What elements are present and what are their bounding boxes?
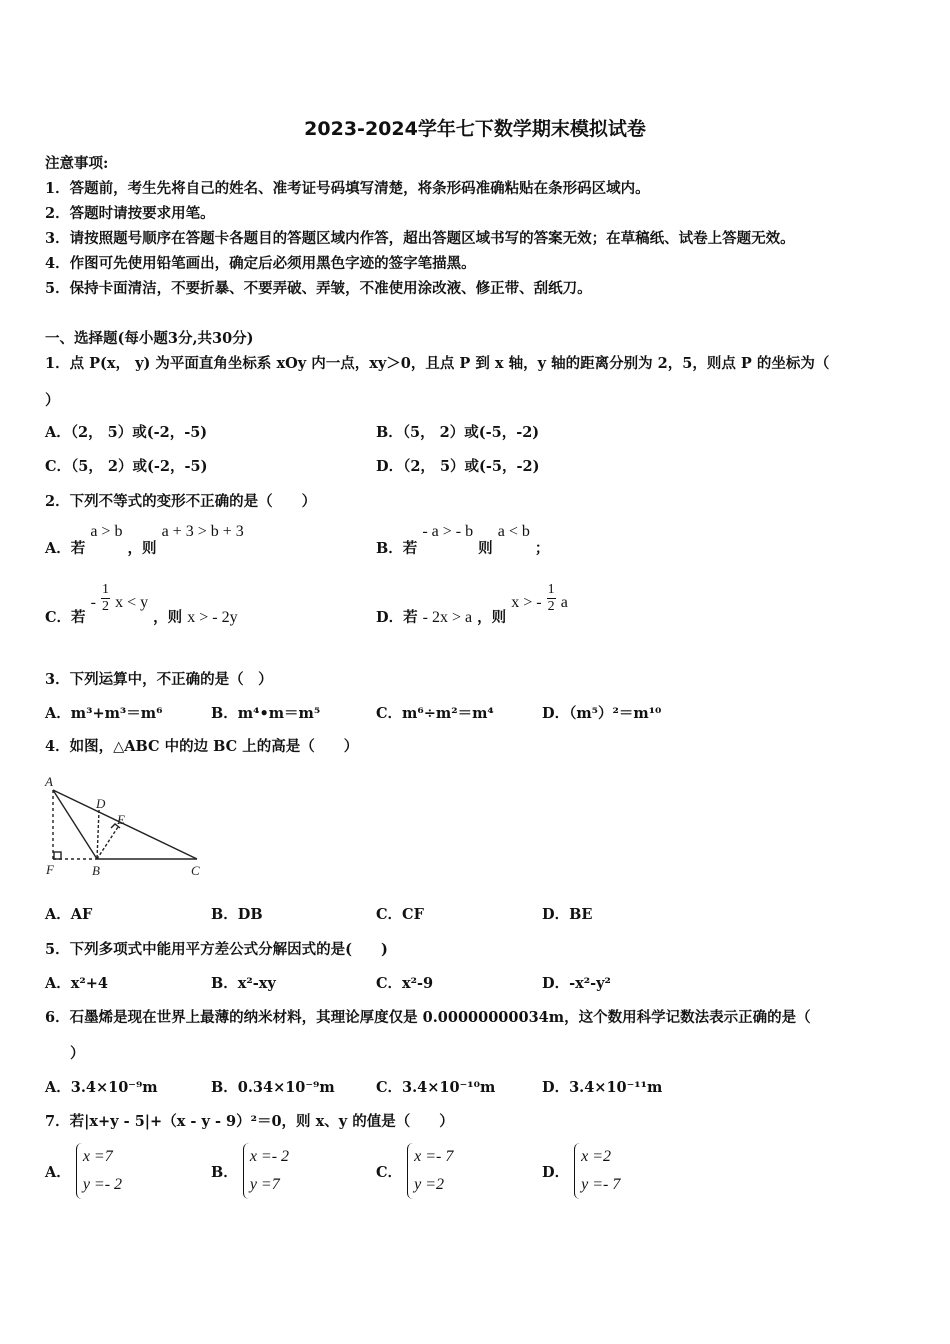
option-b: B．（5， 2）或(-5，-2): [376, 424, 540, 441]
question-2-stem: 2．下列不等式的变形不正确的是（ ）: [45, 493, 317, 510]
option-d: D．BE: [542, 906, 593, 923]
option-a: A．AF: [45, 906, 93, 923]
label-f: F: [46, 862, 54, 877]
option-a: A．m³+m³＝m⁶: [45, 705, 163, 722]
option-a: A．（2， 5）或(-2，-5): [45, 424, 208, 441]
question-1-stem-end: ）: [45, 392, 60, 409]
option-a: A．x²+4: [45, 975, 108, 992]
option-d: D．（m⁵）²＝m¹⁰: [542, 705, 662, 722]
option-b: B．0.34×10⁻⁹m: [211, 1079, 335, 1096]
label-b: B: [92, 863, 100, 878]
label-e: E: [117, 812, 125, 827]
question-7-stem: 7．若|x+y - 5|+（x - y - 9）²＝0，则 x、y 的值是（ ）: [45, 1113, 454, 1130]
notice-item: 1．答题前，考生先将自己的姓名、准考证号码填写清楚，将条形码准确粘贴在条形码区域内。: [45, 180, 650, 197]
notice-item: 4．作图可先使用铅笔画出，确定后必须用黑色字迹的签字笔描黑。: [45, 255, 476, 272]
option-b: B．DB: [211, 906, 263, 923]
line-be: [97, 827, 118, 859]
option-b: B．x²-xy: [211, 975, 276, 992]
option-a: A．若 a > b ，则 a + 3 > b + 3: [45, 523, 244, 557]
option-c: C．3.4×10⁻¹⁰m: [376, 1079, 496, 1096]
option-b: B．m⁴•m＝m⁵: [211, 705, 321, 722]
question-4-stem: 4．如图，△ABC 中的边 BC 上的高是（ ）: [45, 738, 359, 755]
line-db: [97, 810, 99, 859]
notice-item: 2．答题时请按要求用笔。: [45, 205, 215, 222]
option-d: D．3.4×10⁻¹¹m: [542, 1079, 663, 1096]
option-c: C．若 - $\frac{1}{2}$ x < y ，则 x > - 2y: [45, 582, 238, 626]
question-6-stem: 6．石墨烯是现在世界上最薄的纳米材料，其理论厚度仅是 0.00000000034m，这个数用科学记数法表示正确的是（: [45, 1009, 811, 1026]
option-a: A．3.4×10⁻⁹m: [45, 1079, 158, 1096]
question-1-stem: 1．点 P(x， y) 为平面直角坐标系 xOy 内一点，xy＞0，且点 P 到 x 轴，y 轴的距离分别为 2，5，则点 P 的坐标为（: [45, 355, 830, 372]
question-3-stem: 3．下列运算中，不正确的是（ ）: [45, 671, 273, 688]
option-d: D．（2， 5）或(-5，-2): [376, 458, 540, 475]
notice-item: 3．请按照题号顺序在答题卡各题目的答题区域内作答，超出答题区域书写的答案无效；在草稿纸、试卷上答题无效。: [45, 230, 795, 247]
question-5-stem: 5．下列多项式中能用平方差公式分解因式的是( ): [45, 941, 388, 958]
option-b: B． x =- 2 y =7: [211, 1143, 289, 1199]
question-6-stem-end: ）: [70, 1045, 85, 1062]
notice-heading: 注意事项:: [45, 155, 109, 172]
option-d: D．-x²-y²: [542, 975, 611, 992]
option-d: D．若 - 2x > a ，则 x > - $\frac{1}{2}$ a: [376, 582, 568, 626]
label-a: A: [45, 774, 53, 789]
option-c: C．x²-9: [376, 975, 434, 992]
page-title: 2023-2024学年七下数学期末模拟试卷: [304, 118, 646, 140]
option-d: D． x =2 y =- 7: [542, 1143, 620, 1199]
notice-item: 5．保持卡面清洁，不要折暴、不要弄破、弄皱，不准使用涂改液、修正带、刮纸刀。: [45, 280, 592, 297]
right-angle-mark: [54, 852, 61, 859]
option-c: C．（5， 2）或(-2，-5): [45, 458, 208, 475]
label-c: C: [191, 863, 200, 878]
section-heading: 一、选择题(每小题3分,共30分): [45, 330, 254, 347]
option-a: A． x =7 y =- 2: [45, 1143, 122, 1199]
option-c: C．CF: [376, 906, 424, 923]
option-c: C． x =- 7 y =2: [376, 1143, 453, 1199]
option-b: B．若 - a > - b 则 a < b ；: [376, 523, 550, 557]
label-d: D: [96, 796, 106, 811]
triangle-figure: [40, 770, 215, 882]
option-c: C．m⁶÷m²＝m⁴: [376, 705, 494, 722]
